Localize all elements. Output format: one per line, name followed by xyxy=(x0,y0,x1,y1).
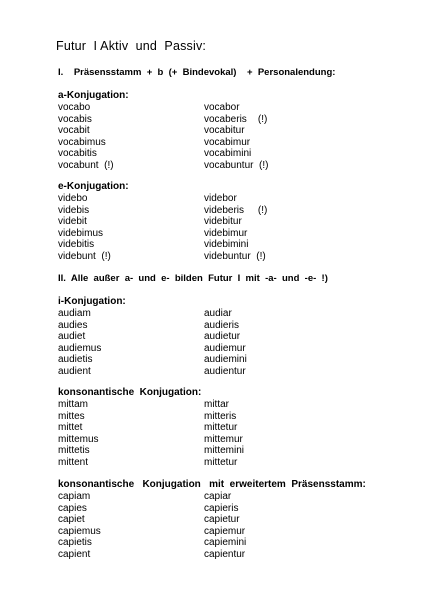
active-form: audiam xyxy=(58,308,91,319)
table-row xyxy=(58,343,358,355)
table-row xyxy=(58,434,358,446)
passive-form: vocabimini xyxy=(204,148,252,159)
table-row xyxy=(58,537,358,549)
passive-form: audiar xyxy=(204,308,232,319)
table-row xyxy=(58,526,358,538)
group-heading-konsonantische-konjugation-erweitert: konsonantische Konjugation mit erweitertem Präsensstamm: xyxy=(58,479,366,490)
table-row xyxy=(58,549,358,561)
active-form: audiet xyxy=(58,331,86,342)
passive-form: capietur xyxy=(204,514,240,525)
active-form: mittes xyxy=(58,410,85,422)
table-row xyxy=(58,193,358,205)
table-row xyxy=(58,422,358,434)
group-heading-i-konjugation: i-Konjugation: xyxy=(58,296,126,307)
active-form: capiet xyxy=(58,514,85,525)
passive-form: audieris xyxy=(204,319,240,331)
table-row xyxy=(58,102,358,114)
passive-form: videbimini xyxy=(204,239,249,250)
group-heading-e-konjugation: e-Konjugation: xyxy=(58,181,129,192)
active-form: capiam xyxy=(58,491,91,502)
table-row xyxy=(58,148,358,160)
passive-form: audiemur xyxy=(204,342,246,354)
active-form: vocabit xyxy=(58,125,90,136)
group-heading-konsonantische-konjugation: konsonantische Konjugation: xyxy=(58,387,202,398)
table-row xyxy=(58,457,358,469)
table-row xyxy=(58,320,358,332)
table-row xyxy=(58,503,358,515)
active-form: videbis xyxy=(58,204,90,216)
passive-form: mittetur xyxy=(204,422,238,433)
table-row xyxy=(58,354,358,366)
active-form: capietis xyxy=(58,537,92,548)
active-form: vocabimus xyxy=(58,136,106,148)
section-heading-2: II. Alle außer a- und e- bilden Futur I mit -a- und -e- !) xyxy=(58,273,328,284)
passive-form: audientur xyxy=(204,365,246,377)
active-form: videbimus xyxy=(58,227,104,239)
table-row xyxy=(58,114,358,126)
active-form: audient xyxy=(58,365,91,377)
active-form: capient xyxy=(58,548,91,560)
passive-form: vocabitur xyxy=(204,125,245,136)
passive-form: audiemini xyxy=(204,354,247,365)
active-form: videbunt (!) xyxy=(58,250,111,262)
passive-form: mittetur xyxy=(204,456,238,468)
active-form: mittetis xyxy=(58,445,90,456)
active-form: audiemus xyxy=(58,342,102,354)
table-row xyxy=(58,251,358,263)
passive-form: mitteris xyxy=(204,410,237,422)
table-row xyxy=(58,445,358,457)
active-form: mittemus xyxy=(58,433,99,445)
passive-form: audietur xyxy=(204,331,241,342)
table-row xyxy=(58,366,358,378)
table-row xyxy=(58,491,358,503)
active-form: mittet xyxy=(58,422,83,433)
passive-form: videbuntur (!) xyxy=(204,250,266,262)
active-form: videbo xyxy=(58,193,88,204)
active-form: vocabunt (!) xyxy=(58,159,114,171)
table-row xyxy=(58,137,358,149)
active-form: mittent xyxy=(58,456,89,468)
passive-form: capiemini xyxy=(204,537,247,548)
table-row xyxy=(58,125,358,137)
group-heading-a-konjugation: a-Konjugation: xyxy=(58,90,129,101)
passive-form: capientur xyxy=(204,548,246,560)
active-form: videbit xyxy=(58,216,87,227)
table-row xyxy=(58,411,358,423)
table-row xyxy=(58,228,358,240)
table-row xyxy=(58,205,358,217)
passive-form: mittemur xyxy=(204,433,243,445)
passive-form: capiar xyxy=(204,491,232,502)
passive-form: videbitur xyxy=(204,216,242,227)
passive-form: mittemini xyxy=(204,445,245,456)
table-row xyxy=(58,239,358,251)
passive-form: mittar xyxy=(204,399,229,410)
active-form: audies xyxy=(58,319,88,331)
passive-form: capiemur xyxy=(204,525,246,537)
table-row xyxy=(58,331,358,343)
active-form: vocabitis xyxy=(58,148,97,159)
passive-form: videbimur xyxy=(204,227,248,239)
passive-form: vocaberis (!) xyxy=(204,113,268,125)
passive-form: vocabimur xyxy=(204,136,251,148)
table-row xyxy=(58,308,358,320)
active-form: capies xyxy=(58,502,87,514)
passive-form: capieris xyxy=(204,502,239,514)
active-form: vocabis xyxy=(58,113,92,125)
table-row xyxy=(58,216,358,228)
table-row xyxy=(58,514,358,526)
section-heading-1: I. Präsensstamm + b (+ Bindevokal) + Personalendung: xyxy=(58,67,336,78)
active-form: mittam xyxy=(58,399,88,410)
passive-form: vocabor xyxy=(204,102,240,113)
active-form: videbitis xyxy=(58,239,95,250)
active-form: audietis xyxy=(58,354,93,365)
active-form: capiemus xyxy=(58,525,101,537)
passive-form: vocabuntur (!) xyxy=(204,159,269,171)
table-row xyxy=(58,399,358,411)
active-form: vocabo xyxy=(58,102,91,113)
passive-form: videberis (!) xyxy=(204,204,268,216)
page-title: Futur I Aktiv und Passiv: xyxy=(56,39,207,53)
table-row xyxy=(58,160,358,172)
passive-form: videbor xyxy=(204,193,237,204)
